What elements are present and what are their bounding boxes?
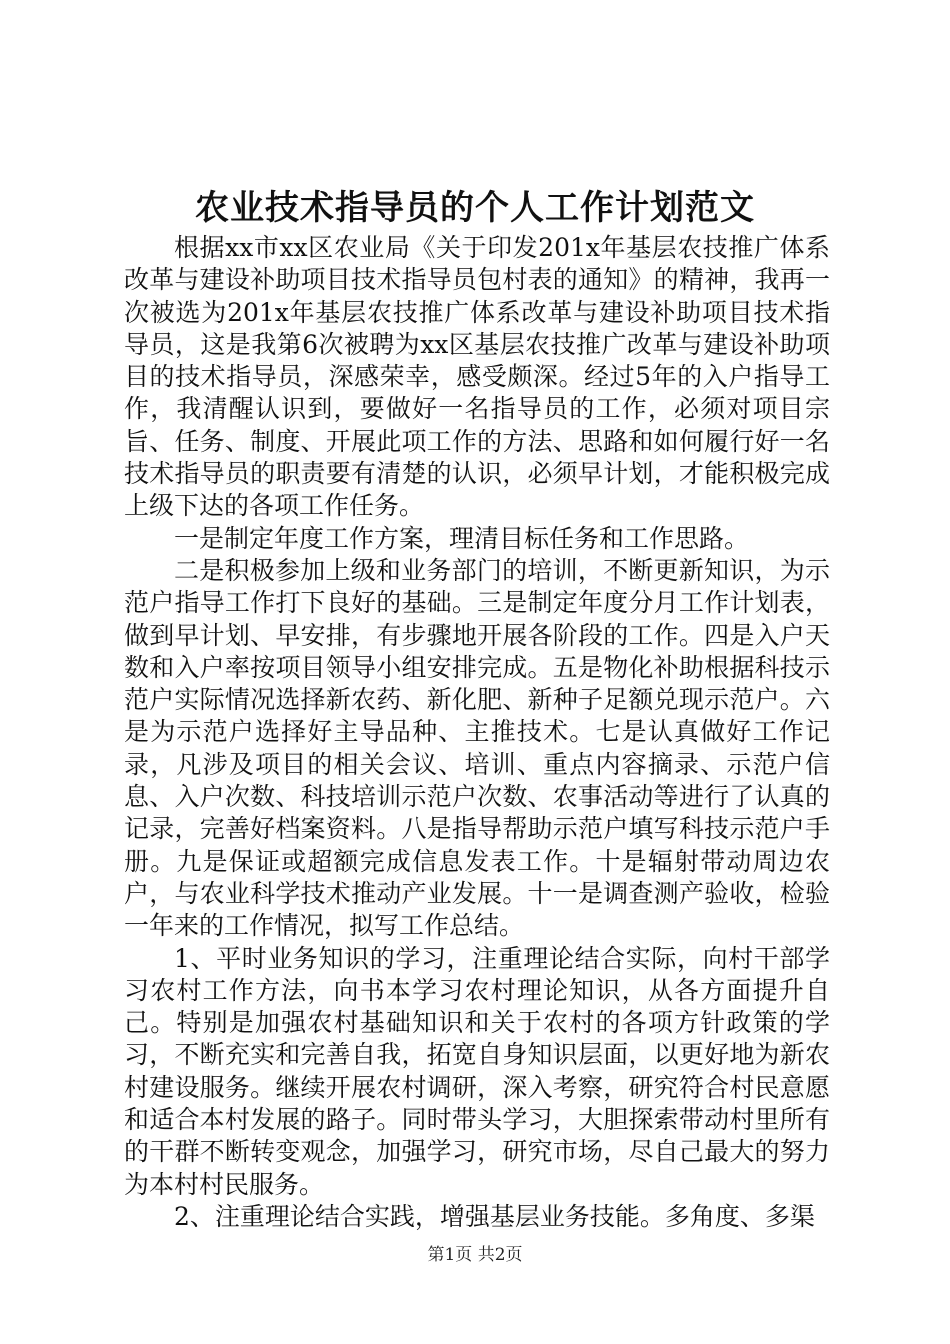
- page-footer: 第1页 共2页: [427, 1245, 523, 1265]
- paragraph-section-2: 2、注重理论结合实践，增强基层业务技能。多角度、多渠: [174, 1201, 815, 1231]
- paragraph-section-1: 1、平时业务知识的学习，注重理论结合实际，向村干部学习农村工作方法，向书本学习农村理论知识，从各方面提升自己。特别是加强农村基础知识和关于农村的各项方针政策的学习，不断充实和完善自我，拓宽自身知识层面，以更好地为新农村建设服务。继续开展农村调研，深入考察，研究符合村民意愿和适合本村发展的路子。同时带头学习，大胆探索带动村里所有的干群不断转变观念，加强学习，研究市场，尽自己最大的努力为本村村民服务。: [124, 943, 830, 1199]
- paragraph-intro: 根据xx市xx区农业局《关于印发201x年基层农技推广体系改革与建设补助项目技术指导员包村表的通知》的精神，我再一次被选为201x年基层农技推广体系改革与建设补助项目技术指导员，这是我第6次被聘为xx区基层农技推广改革与建设补助项目的技术指导员，深感荣幸，感受颇深。经过5年的入户指导工作，我清醒认识到，要做好一名指导员的工作，必须对项目宗旨、任务、制度、开展此项工作的方法、思路和如何履行好一名技术指导员的职责要有清楚的认识，必须早计划，才能积极完成上级下达的各项工作任务。: [124, 233, 830, 521]
- paragraph-items-2-11: 二是积极参加上级和业务部门的培训，不断更新知识，为示范户指导工作打下良好的基础。三是制定年度分月工作计划表，做到早计划、早安排，有步骤地开展各阶段的工作。四是入户天数和入户率按项目领导小组安排完成。五是物化补助根据科技示范户实际情况选择新农药、新化肥、新种子足额兑现示范户。六是为示范户选择好主导品种、主推技术。七是认真做好工作记录，凡涉及项目的相关会议、培训、重点内容摘录、示范户信息、入户次数、科技培训示范户次数、农事活动等进行了认真的记录，完善好档案资料。八是指导帮助示范户填写科技示范户手册。九是保证或超额完成信息发表工作。十是辐射带动周边农户，与农业科学技术推动产业发展。十一是调查测产验收，检验一年来的工作情况，拟写工作总结。: [124, 555, 830, 941]
- paragraph-item-1: 一是制定年度工作方案，理清目标任务和工作思路。: [174, 523, 750, 553]
- document-body: [124, 232, 830, 1233]
- document-title: 农业技术指导员的个人工作计划范文: [195, 188, 755, 228]
